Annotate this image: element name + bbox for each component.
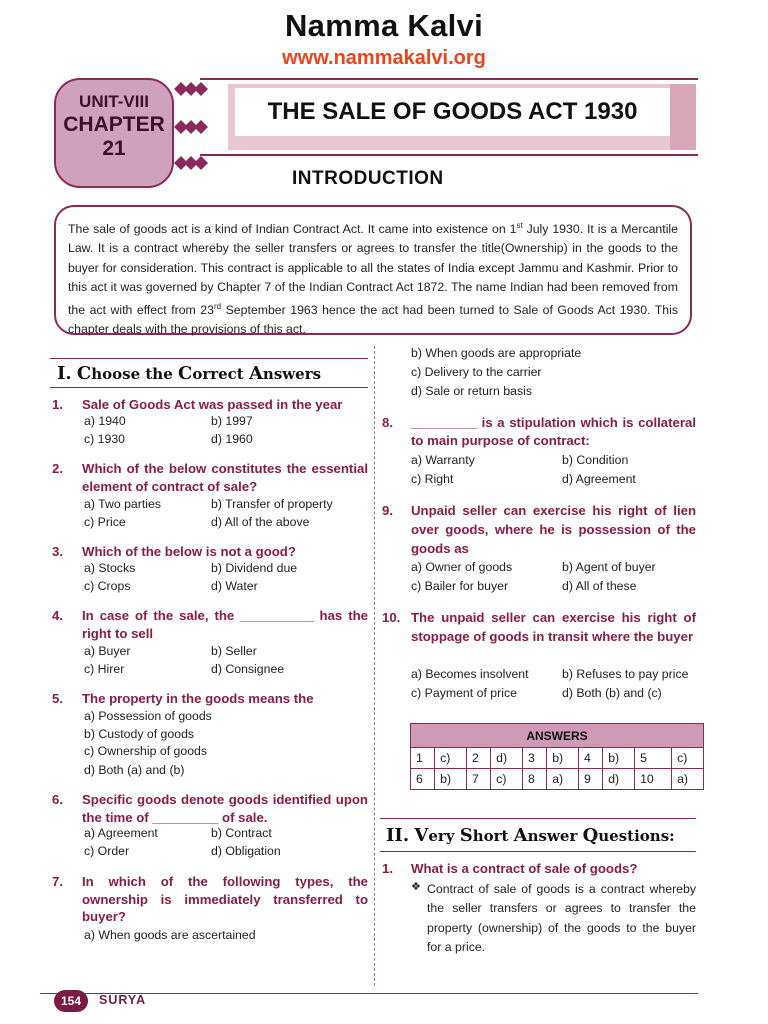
chapter-number: 21 xyxy=(102,137,126,160)
option-c[interactable]: c) Order xyxy=(84,844,130,858)
diamond-ornament-icon xyxy=(172,154,212,172)
option-a[interactable]: a) Becomes insolvent xyxy=(411,667,529,681)
question-text: The unpaid seller can exercise his right of stoppage of goods in transit where the buyer xyxy=(411,610,696,644)
unit-label: UNIT-VIII xyxy=(79,92,149,111)
intro-text-3: September 1963 hence the act had been turned to Sale of Goods Act 1930. This chapter deals with the provisions of this act. xyxy=(68,303,678,337)
word-cap: Q xyxy=(582,825,599,846)
option-b[interactable]: b) Transfer of property xyxy=(211,497,333,511)
intro-text-1: The sale of goods act is a kind of Indian Contract Act. It came into existence on 1 xyxy=(68,222,517,237)
answers-header-row xyxy=(411,724,704,748)
chapter-label: CHAPTER xyxy=(63,113,165,136)
bullet-icon: ❖ xyxy=(411,881,421,893)
answer-cell: a) xyxy=(547,769,579,790)
word-cap: A xyxy=(513,825,528,846)
question-number: 3. xyxy=(52,544,63,559)
option-b[interactable]: b) Agent of buyer xyxy=(562,560,656,574)
option-d[interactable]: d) Both (a) and (b) xyxy=(84,763,185,777)
question-9 xyxy=(382,501,696,558)
answer-cell: a) xyxy=(672,769,704,790)
option-b[interactable]: b) When goods are appropriate xyxy=(411,346,582,360)
diamond-ornament-icon xyxy=(172,118,212,136)
question-text: Sale of Goods Act was passed in the year xyxy=(82,397,343,412)
answers-row xyxy=(411,769,704,790)
option-d[interactable]: d) Consignee xyxy=(211,662,285,676)
answer-cell: 1 xyxy=(411,748,435,769)
word-cap: S xyxy=(459,825,473,846)
word-cap: C xyxy=(76,363,92,384)
word-rest: nswers xyxy=(262,365,322,383)
unit-chapter-badge xyxy=(54,78,174,188)
word-rest: hort xyxy=(472,827,514,845)
word-cap: V xyxy=(414,825,429,846)
diamond-ornament-icon xyxy=(172,80,212,98)
option-a[interactable]: a) Agreement xyxy=(84,826,158,840)
question-text: Which of the below constitutes the essential element of contract of sale? xyxy=(82,461,368,494)
answers-title: ANSWERS xyxy=(411,724,704,748)
page-number: 154 xyxy=(54,990,88,1012)
question-4 xyxy=(52,607,368,642)
option-c[interactable]: c) Ownership of goods xyxy=(84,744,208,758)
word-rest: uestions: xyxy=(598,827,675,845)
option-d[interactable]: d) Both (b) and (c) xyxy=(562,686,662,700)
option-c[interactable]: c) Crops xyxy=(84,579,131,593)
answer-cell: c) xyxy=(672,748,704,769)
question-6 xyxy=(52,791,368,826)
question-1 xyxy=(52,396,368,414)
question-2 xyxy=(52,460,368,495)
option-b[interactable]: b) 1997 xyxy=(211,414,253,428)
option-d[interactable]: d) Agreement xyxy=(562,472,636,486)
option-c[interactable]: c) 1930 xyxy=(84,432,126,446)
chapter-title: THE SALE OF GOODS ACT 1930 xyxy=(267,98,638,125)
option-d[interactable]: d) Obligation xyxy=(211,844,281,858)
option-a[interactable]: a) Stocks xyxy=(84,561,136,575)
word-rest: orrect xyxy=(192,365,249,383)
intro-sup-1: st xyxy=(516,221,523,230)
option-a[interactable]: a) Two parties xyxy=(84,497,162,511)
answers-table xyxy=(410,723,704,790)
chapter-title-band-edge xyxy=(670,84,696,150)
answer-cell: 8 xyxy=(523,769,547,790)
question-text: _________ is a stipulation which is collateral to main purpose of contract: xyxy=(411,415,696,448)
question-text: Unpaid seller can exercise his right of lien over goods, where he is possession of the goods as xyxy=(411,503,696,556)
option-a[interactable]: a) Possession of goods xyxy=(84,709,212,723)
question-text: What is a contract of sale of goods? xyxy=(411,861,638,876)
option-c[interactable]: c) Bailer for buyer xyxy=(411,579,509,593)
section-heading-very-short xyxy=(386,825,675,846)
word-cap: C xyxy=(177,363,193,384)
chapter-title-box xyxy=(235,88,670,136)
question-text: The property in the goods means the xyxy=(82,691,314,706)
option-a[interactable]: a) 1940 xyxy=(84,414,126,428)
question-number: 9. xyxy=(382,503,393,518)
answer-cell: 4 xyxy=(579,748,603,769)
question-text: Which of the below is not a good? xyxy=(82,544,296,559)
answer-cell: 6 xyxy=(411,769,435,790)
question-number: 6. xyxy=(52,792,63,807)
header-rule-top xyxy=(200,78,698,80)
section-heading-choose xyxy=(57,363,321,384)
answers-row xyxy=(411,748,704,769)
option-c[interactable]: c) Payment of price xyxy=(411,686,517,700)
option-b[interactable]: b) Contract xyxy=(211,826,272,840)
site-url[interactable]: www.nammakalvi.org xyxy=(282,47,486,69)
option-a[interactable]: a) Warranty xyxy=(411,453,475,467)
answer-cell: b) xyxy=(547,748,579,769)
question-number: 4. xyxy=(52,608,63,623)
question-5 xyxy=(52,690,368,708)
question-10 xyxy=(382,608,696,646)
vsa-question-1 xyxy=(382,860,696,878)
option-b[interactable]: b) Refuses to pay price xyxy=(562,667,689,681)
word-rest: nswer xyxy=(527,827,583,845)
answer-cell: 7 xyxy=(467,769,491,790)
section-rule xyxy=(50,387,368,388)
intro-text-2: July 1930. It is a Mercantile Law. It is a contract whereby the seller transfers or agrees to transfer the title(Ownership) in the goods to the buyer for consideration. This contract is applicable to all the states of India except Jammu and Kashmir. Prior to this act it was governed by Chapter 7 of the Indian Contract Act 1872. The name Indian had been removed from the act with effect from 23 xyxy=(68,222,678,317)
answer-cell: c) xyxy=(435,748,467,769)
option-c[interactable]: c) Hirer xyxy=(84,662,125,676)
option-b[interactable]: b) Dividend due xyxy=(211,561,298,575)
option-d[interactable]: d) All of the above xyxy=(211,515,310,529)
option-a[interactable]: a) Owner of goods xyxy=(411,560,513,574)
section-roman: II. xyxy=(386,825,410,846)
vsa-answer: Contract of sale of goods is a contract whereby the seller transfers or agrees to transfer the property (ownership) of the goods to the buyer for a price. xyxy=(427,882,696,954)
column-divider xyxy=(374,346,375,986)
word-cap: A xyxy=(248,363,263,384)
answer-cell: d) xyxy=(603,769,635,790)
question-text: In which of the following types, the ownership is immediately transferred to buyer? xyxy=(82,874,368,924)
section-roman: I. xyxy=(57,363,72,384)
option-d[interactable]: d) All of these xyxy=(562,579,637,593)
option-c[interactable]: c) Delivery to the carrier xyxy=(411,365,542,379)
option-b[interactable]: b) Seller xyxy=(211,644,257,658)
intro-heading: INTRODUCTION xyxy=(292,168,444,189)
question-text: Specific goods denote goods identified upon the time of _________ of sale. xyxy=(82,792,368,825)
section-rule xyxy=(50,358,368,359)
question-number: 1. xyxy=(382,861,393,876)
intro-paragraph xyxy=(54,205,692,335)
answer-cell: 3 xyxy=(523,748,547,769)
site-title: Namma Kalvi xyxy=(284,8,483,43)
answer-cell: 9 xyxy=(579,769,603,790)
option-d[interactable]: d) Sale or return basis xyxy=(411,384,532,398)
question-number: 10. xyxy=(382,610,401,625)
question-3 xyxy=(52,543,368,561)
word-rest: ery xyxy=(428,827,460,845)
option-a[interactable]: a) When goods are ascertained xyxy=(84,928,256,942)
option-b[interactable]: b) Custody of goods xyxy=(84,727,195,741)
section-rule xyxy=(380,851,696,852)
question-text: In case of the sale, the __________ has the right to sell xyxy=(82,608,368,641)
option-a[interactable]: a) Buyer xyxy=(84,644,131,658)
option-b[interactable]: b) Condition xyxy=(562,453,629,467)
answer-cell: 10 xyxy=(635,769,672,790)
answer-cell: b) xyxy=(603,748,635,769)
word-rest: hoose the xyxy=(91,365,178,383)
answer-cell: b) xyxy=(435,769,467,790)
question-number: 1. xyxy=(52,397,63,412)
header-rule-bottom xyxy=(200,154,698,156)
question-7 xyxy=(52,873,368,926)
question-8 xyxy=(382,414,696,449)
option-c[interactable]: c) Price xyxy=(84,515,126,529)
question-number: 2. xyxy=(52,461,63,476)
option-d[interactable]: d) Water xyxy=(211,579,258,593)
section-rule xyxy=(380,818,696,819)
answer-cell: d) xyxy=(491,748,523,769)
option-c[interactable]: c) Right xyxy=(411,472,454,486)
question-number: 7. xyxy=(52,874,63,889)
answer-cell: c) xyxy=(491,769,523,790)
intro-sup-2: rd xyxy=(213,301,222,311)
option-d[interactable]: d) 1960 xyxy=(211,432,253,446)
answer-cell: 5 xyxy=(635,748,672,769)
answer-cell: 2 xyxy=(467,748,491,769)
question-number: 8. xyxy=(382,415,393,430)
footer-brand: SURYA xyxy=(99,993,147,1007)
question-number: 5. xyxy=(52,691,63,706)
